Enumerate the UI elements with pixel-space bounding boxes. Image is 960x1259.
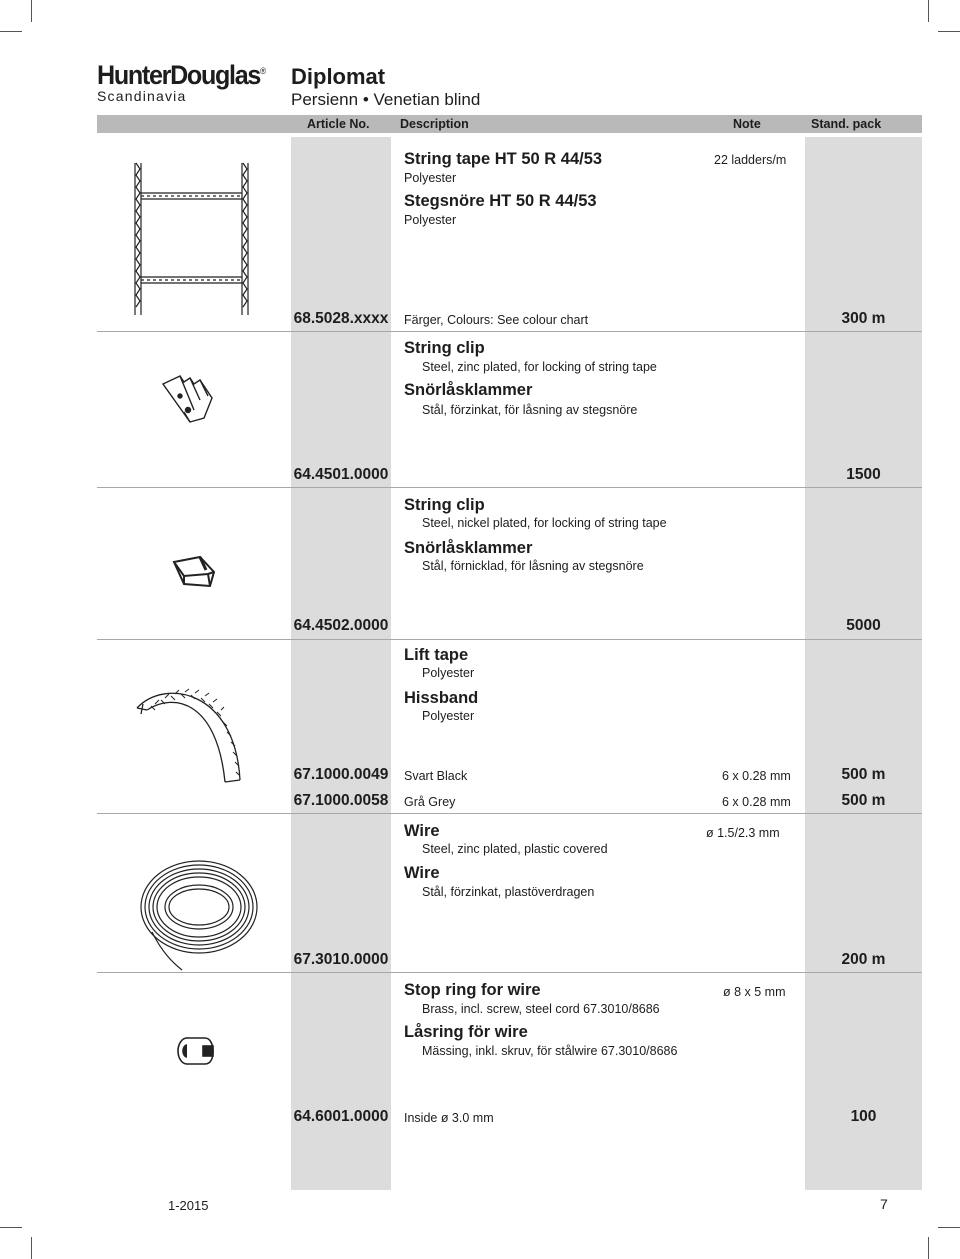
page-subtitle: Persienn • Venetian blind bbox=[291, 90, 481, 109]
registered-mark: ® bbox=[260, 66, 265, 76]
item-material-sv: Polyester bbox=[404, 213, 457, 227]
article-number: 67.1000.0058 bbox=[293, 792, 389, 809]
article-number: 64.4502.0000 bbox=[293, 617, 389, 634]
wire-coil-image bbox=[132, 852, 267, 977]
header-note: Note bbox=[733, 117, 761, 131]
crop-mark bbox=[31, 0, 32, 22]
crop-mark bbox=[0, 31, 22, 32]
row-divider bbox=[97, 331, 922, 332]
stand-pack: 200 m bbox=[841, 951, 886, 968]
stand-pack: 5000 bbox=[846, 617, 881, 634]
stand-pack: 300 m bbox=[841, 310, 886, 327]
item-colour: Grå Grey bbox=[404, 795, 456, 809]
item-note: 22 ladders/m bbox=[714, 153, 787, 167]
item-title-sv: Stegsnöre HT 50 R 44/53 bbox=[404, 192, 597, 210]
item-colour: Svart Black bbox=[404, 769, 468, 783]
article-number: 64.6001.0000 bbox=[293, 1108, 389, 1125]
item-title-en: Wire bbox=[404, 822, 440, 840]
item-note: ø 8 x 5 mm bbox=[723, 985, 786, 999]
item-title-sv: Hissband bbox=[404, 689, 479, 707]
stand-pack-column-shade bbox=[805, 137, 922, 1190]
item-inside-diameter: Inside ø 3.0 mm bbox=[404, 1111, 494, 1125]
item-title-en: String clip bbox=[404, 496, 485, 514]
item-colour-info: Färger, Colours: See colour chart bbox=[404, 313, 589, 327]
stop-ring-image bbox=[175, 1034, 219, 1068]
item-title-sv: Låsring för wire bbox=[404, 1023, 528, 1041]
item-title-en: Stop ring for wire bbox=[404, 981, 541, 999]
item-material-en: Steel, zinc plated, plastic covered bbox=[422, 842, 608, 856]
string-tape-ladder-image bbox=[125, 155, 265, 320]
crop-mark bbox=[31, 1237, 32, 1259]
article-number: 64.4501.0000 bbox=[293, 466, 389, 483]
stand-pack: 500 m bbox=[841, 766, 886, 783]
header-article-no: Article No. bbox=[307, 117, 370, 131]
brand-logo bbox=[97, 60, 265, 91]
article-number: 68.5028.xxxx bbox=[293, 310, 389, 327]
item-material-sv: Stål, förzinkat, plastöverdragen bbox=[422, 885, 595, 899]
lift-tape-image bbox=[125, 680, 245, 790]
crop-mark bbox=[938, 31, 960, 32]
item-title-sv: Wire bbox=[404, 864, 440, 882]
brand-name: HunterDouglas bbox=[97, 60, 261, 90]
item-note: 6 x 0.28 mm bbox=[722, 769, 791, 783]
crop-mark bbox=[0, 1227, 22, 1228]
item-note: ø 1.5/2.3 mm bbox=[706, 826, 780, 840]
item-material-en: Steel, nickel plated, for locking of string tape bbox=[422, 516, 667, 530]
item-material-sv: Stål, förzinkat, för låsning av stegsnöre bbox=[422, 403, 638, 417]
article-column-shade bbox=[291, 137, 391, 1190]
row-divider bbox=[97, 487, 922, 488]
crop-mark bbox=[938, 1227, 960, 1228]
crop-mark bbox=[928, 0, 929, 22]
stand-pack: 1500 bbox=[846, 466, 881, 483]
item-title-en: String clip bbox=[404, 339, 485, 357]
header-description: Description bbox=[400, 117, 469, 131]
string-clip-nickel-image bbox=[170, 554, 220, 590]
item-material-en: Steel, zinc plated, for locking of string tape bbox=[422, 360, 657, 374]
item-material-sv: Mässing, inkl. skruv, för stålwire 67.3010/8686 bbox=[422, 1044, 678, 1058]
page-title: Diplomat bbox=[291, 64, 386, 89]
item-material-en: Brass, incl. screw, steel cord 67.3010/8686 bbox=[422, 1002, 660, 1016]
column-header-bar bbox=[97, 115, 922, 133]
item-title-sv: Snörlåsklammer bbox=[404, 539, 533, 557]
item-title-en: String tape HT 50 R 44/53 bbox=[404, 150, 603, 168]
row-divider bbox=[97, 813, 922, 814]
header-stand-pack: Stand. pack bbox=[811, 117, 882, 131]
footer-date: 1-2015 bbox=[168, 1198, 209, 1213]
item-title-en: Lift tape bbox=[404, 646, 469, 664]
item-material-sv: Stål, förnicklad, för låsning av stegsnöre bbox=[422, 559, 644, 573]
stand-pack: 100 bbox=[850, 1108, 877, 1125]
article-number: 67.3010.0000 bbox=[293, 951, 389, 968]
item-material-en: Polyester bbox=[422, 666, 475, 680]
item-title-sv: Snörlåsklammer bbox=[404, 381, 533, 399]
stand-pack: 500 m bbox=[841, 792, 886, 809]
crop-mark bbox=[928, 1237, 929, 1259]
item-note: 6 x 0.28 mm bbox=[722, 795, 791, 809]
article-number: 67.1000.0049 bbox=[293, 766, 389, 783]
page-number: 7 bbox=[880, 1196, 888, 1212]
brand-region: Scandinavia bbox=[97, 88, 187, 104]
row-divider bbox=[97, 639, 922, 640]
item-material-sv: Polyester bbox=[422, 709, 475, 723]
string-clip-zinc-image bbox=[160, 372, 220, 428]
item-material-en: Polyester bbox=[404, 171, 457, 185]
